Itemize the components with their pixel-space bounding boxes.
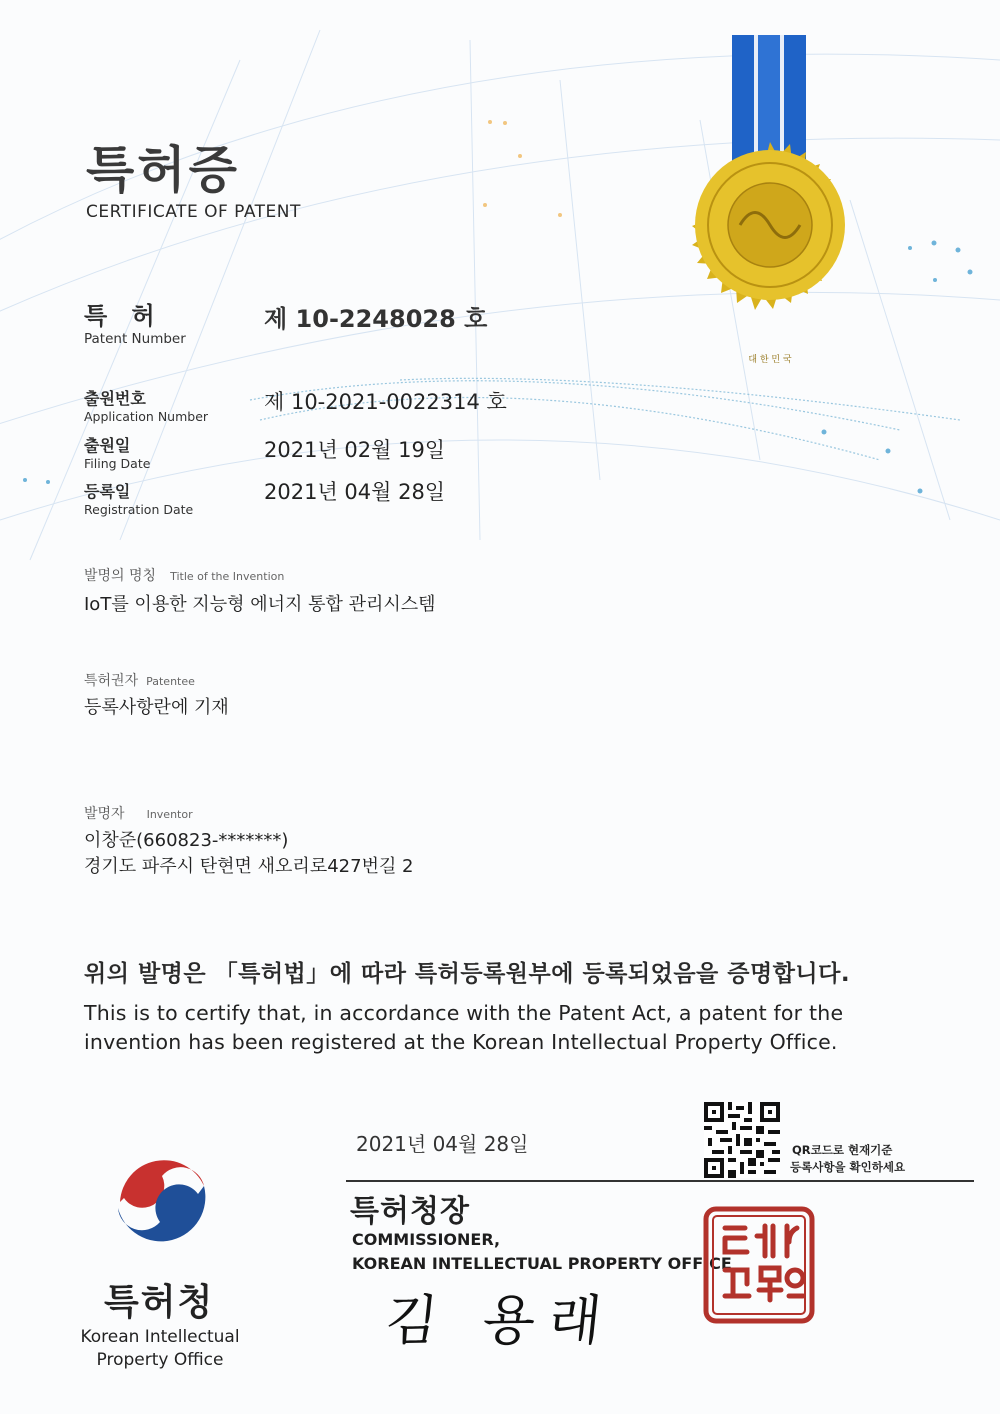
patentee-section-label xyxy=(84,670,195,690)
filing-date-label: 출원일 xyxy=(84,436,131,455)
inventor-name: 이창준(660823-*******) xyxy=(84,830,289,851)
qr-code-icon[interactable] xyxy=(704,1102,780,1178)
registration-date-label-en: Registration Date xyxy=(84,502,194,517)
filing-date-label-en: Filing Date xyxy=(84,456,151,471)
patent-number-value: 제 10-2248028 호 xyxy=(264,305,488,333)
commissioner-signature: 김 용래 xyxy=(382,1289,619,1352)
issue-date: 2021년 04월 28일 xyxy=(356,1132,529,1156)
inventor-section-label xyxy=(84,803,193,823)
registration-date-value: 2021년 04월 28일 xyxy=(264,480,446,504)
medal-text: 대 한 민 국 xyxy=(748,355,792,365)
invention-section-label xyxy=(84,565,284,585)
application-number-label: 출원번호 xyxy=(84,389,146,408)
certification-statement-en-2: invention has been registered at the Korean Intellectual Property Office. xyxy=(84,1030,838,1054)
certification-statement-ko: 위의 발명은 「특허법」에 따라 특허등록원부에 등록되었음을 증명합니다. xyxy=(84,961,851,987)
patent-number-label: 특 허 xyxy=(84,302,163,330)
qr-caption-line1: QR코드로 현재기준 xyxy=(792,1143,893,1157)
office-name-en-1: Korean Intellectual xyxy=(80,1327,240,1347)
office-name-ko: 특허청 xyxy=(104,1282,215,1323)
patentee-value: 등록사항란에 기재 xyxy=(84,697,229,718)
patentee-label: 특허권자 xyxy=(84,673,139,689)
commissioner-title-en-1: COMMISSIONER, xyxy=(352,1230,501,1249)
patentee-label-en: Patentee xyxy=(146,675,195,688)
page-title: 특허증 xyxy=(86,141,240,199)
signature-divider xyxy=(346,1180,974,1182)
inventor-label: 발명자 xyxy=(84,806,125,822)
page-subtitle: CERTIFICATE OF PATENT xyxy=(86,202,301,222)
gold-medal xyxy=(640,30,900,410)
certification-statement-en-1: This is to certify that, in accordance with the Patent Act, a patent for the xyxy=(84,1001,844,1025)
qr-caption-line2: 등록사항을 확인하세요 xyxy=(790,1160,906,1174)
patent-number-label-en: Patent Number xyxy=(84,331,186,347)
inventor-address: 경기도 파주시 탄현면 새오리로427번길 2 xyxy=(84,856,414,877)
application-number-value: 제 10-2021-0022314 호 xyxy=(264,390,507,414)
commissioner-title-en-2: KOREAN INTELLECTUAL PROPERTY OFFICE xyxy=(352,1254,732,1273)
registration-date-label: 등록일 xyxy=(84,482,131,501)
invention-title-value: IoT를 이용한 지능형 에너지 통합 관리시스템 xyxy=(84,594,436,615)
filing-date-value: 2021년 02월 19일 xyxy=(264,438,446,462)
official-seal xyxy=(703,1206,815,1324)
invention-label-en: Title of the Invention xyxy=(170,570,285,583)
inventor-label-en: Inventor xyxy=(146,808,193,821)
commissioner-title-ko: 특허청장 xyxy=(350,1194,470,1229)
office-name-en-2: Property Office xyxy=(96,1350,224,1370)
invention-label: 발명의 명칭 xyxy=(84,568,157,584)
taegeuk-logo-icon xyxy=(100,1136,222,1262)
application-number-label-en: Application Number xyxy=(84,409,209,424)
